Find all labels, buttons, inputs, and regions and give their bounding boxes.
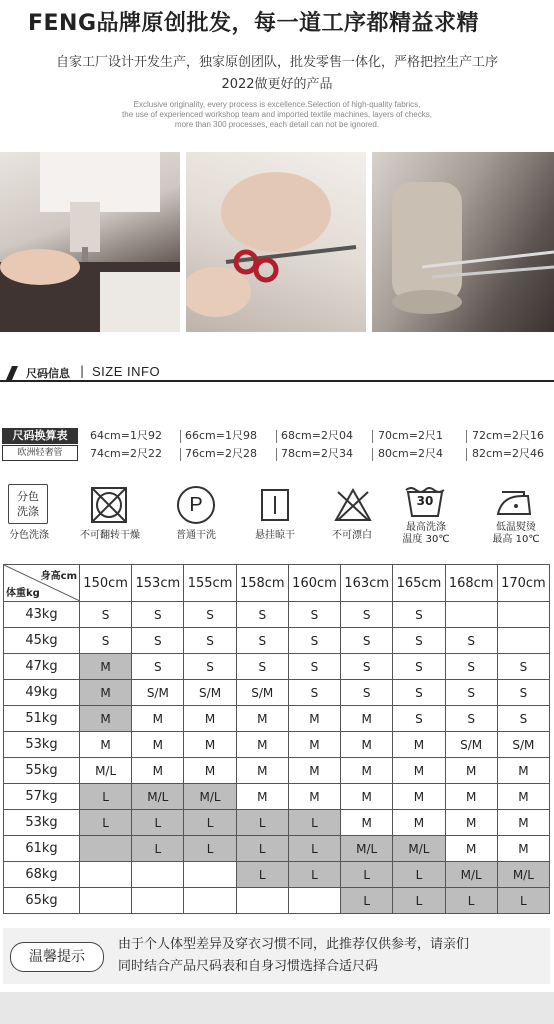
size-cell bbox=[236, 888, 288, 914]
size-cell: M bbox=[497, 836, 549, 862]
size-cell: S bbox=[393, 680, 445, 706]
conversion-divider bbox=[372, 430, 373, 443]
table-row bbox=[4, 654, 550, 680]
size-cell: S bbox=[80, 602, 132, 628]
conversion-divider bbox=[372, 448, 373, 461]
size-cell: L bbox=[288, 836, 340, 862]
size-cell: M bbox=[445, 810, 497, 836]
size-cell: S bbox=[236, 654, 288, 680]
size-cell: M bbox=[236, 732, 288, 758]
tip-line-2: 同时结合产品尺码表和自身习惯选择合适尺码 bbox=[118, 959, 379, 974]
size-cell: M/L bbox=[80, 758, 132, 784]
size-cell: S bbox=[236, 628, 288, 654]
size-cell: S/M bbox=[445, 732, 497, 758]
size-cell: L bbox=[393, 888, 445, 914]
size-cell: M bbox=[497, 810, 549, 836]
size-cell bbox=[80, 836, 132, 862]
conversion-cell: 74cm=2尺22 bbox=[90, 447, 162, 460]
conversion-cell: 78cm=2尺34 bbox=[281, 447, 353, 460]
size-cell bbox=[184, 862, 236, 888]
size-cell: S bbox=[393, 628, 445, 654]
conversion-divider bbox=[466, 448, 467, 461]
care-label: 不可翻转干燥 bbox=[80, 530, 140, 541]
conversion-title: 尺码换算表 bbox=[2, 428, 78, 444]
size-cell: M/L bbox=[445, 862, 497, 888]
size-cell bbox=[132, 888, 184, 914]
conversion-divider bbox=[180, 448, 181, 461]
size-cell: S bbox=[132, 602, 184, 628]
size-cell: S bbox=[341, 654, 393, 680]
size-cell: M bbox=[184, 706, 236, 732]
size-cell: M/L bbox=[341, 836, 393, 862]
weight-cell: 57kg bbox=[4, 784, 80, 810]
care-label: 普通干洗 bbox=[176, 530, 216, 541]
size-cell: L bbox=[341, 862, 393, 888]
section-title-en: SIZE INFO bbox=[92, 364, 161, 379]
thread-spool-photo bbox=[372, 152, 554, 332]
weight-cell: 68kg bbox=[4, 862, 80, 888]
size-cell: S bbox=[341, 628, 393, 654]
size-cell: S/M bbox=[184, 680, 236, 706]
conversion-divider bbox=[466, 430, 467, 443]
size-cell: M bbox=[236, 706, 288, 732]
conversion-divider bbox=[276, 430, 277, 443]
size-cell bbox=[497, 628, 549, 654]
english-line-1: Exclusive originality, every process is excellence.Selection of high-quality fabrics, bbox=[133, 100, 421, 109]
care-label: 低温熨烫 最高 10℃ bbox=[492, 522, 540, 545]
weight-cell: 47kg bbox=[4, 654, 80, 680]
size-cell: S bbox=[184, 654, 236, 680]
size-cell: M bbox=[445, 836, 497, 862]
size-cell: S bbox=[132, 628, 184, 654]
size-cell: S bbox=[341, 680, 393, 706]
size-cell: S bbox=[236, 602, 288, 628]
size-cell: M bbox=[132, 706, 184, 732]
size-cell: S bbox=[445, 680, 497, 706]
scissors-illustration bbox=[186, 152, 366, 332]
size-cell: S bbox=[132, 654, 184, 680]
size-cell: S bbox=[393, 654, 445, 680]
size-cell: S bbox=[288, 654, 340, 680]
size-cell: S bbox=[80, 628, 132, 654]
size-cell: M bbox=[236, 758, 288, 784]
size-cell: M bbox=[80, 680, 132, 706]
thread-spool-illustration bbox=[372, 152, 554, 332]
table-row bbox=[4, 602, 550, 628]
size-cell bbox=[445, 602, 497, 628]
section-title-zh: 尺码信息 bbox=[26, 367, 70, 380]
size-cell: M bbox=[236, 784, 288, 810]
size-cell: S bbox=[393, 706, 445, 732]
size-cell: M bbox=[341, 810, 393, 836]
size-cell: M bbox=[341, 758, 393, 784]
size-cell: M bbox=[393, 810, 445, 836]
size-cell: S bbox=[341, 602, 393, 628]
size-cell: M bbox=[393, 758, 445, 784]
weight-cell: 43kg bbox=[4, 602, 80, 628]
size-cell: M bbox=[132, 758, 184, 784]
size-cell: L bbox=[236, 862, 288, 888]
size-cell: M bbox=[341, 784, 393, 810]
size-cell: S bbox=[288, 602, 340, 628]
height-header: 163cm bbox=[341, 565, 393, 602]
size-cell: L bbox=[288, 862, 340, 888]
size-cell: L bbox=[80, 784, 132, 810]
size-cell: S bbox=[497, 680, 549, 706]
weight-cell: 53kg bbox=[4, 810, 80, 836]
dry-clean-p-icon: P bbox=[177, 486, 215, 524]
height-header: 158cm bbox=[236, 565, 288, 602]
header-english-text bbox=[0, 100, 554, 130]
size-cell: L bbox=[184, 836, 236, 862]
size-cell: S bbox=[184, 628, 236, 654]
conversion-cell: 82cm=2尺46 bbox=[472, 447, 544, 460]
size-cell: S bbox=[445, 706, 497, 732]
conversion-cell: 76cm=2尺28 bbox=[185, 447, 257, 460]
weight-axis-label: 体重kg bbox=[6, 588, 40, 599]
height-header: 168cm bbox=[445, 565, 497, 602]
height-header: 170cm bbox=[497, 565, 549, 602]
section-slash-icon bbox=[6, 366, 18, 380]
size-cell: L bbox=[393, 862, 445, 888]
size-cell: L bbox=[132, 810, 184, 836]
height-header: 150cm bbox=[80, 565, 132, 602]
size-cell: S/M bbox=[132, 680, 184, 706]
table-row bbox=[4, 888, 550, 914]
size-cell: M bbox=[80, 706, 132, 732]
no-tumble-dry-icon bbox=[90, 486, 128, 524]
table-row bbox=[4, 628, 550, 654]
size-cell: M bbox=[80, 732, 132, 758]
size-cell: M bbox=[288, 732, 340, 758]
size-cell: S bbox=[497, 654, 549, 680]
sewing-machine-illustration bbox=[0, 152, 180, 332]
size-cell: M bbox=[132, 732, 184, 758]
conversion-subtitle: 欧洲轻奢管 bbox=[2, 445, 78, 461]
size-cell: M/L bbox=[497, 862, 549, 888]
size-cell: L bbox=[80, 810, 132, 836]
english-line-3: more than 300 processes, each detail can not be ignored. bbox=[174, 120, 380, 129]
size-cell: M/L bbox=[184, 784, 236, 810]
subtitle-line-2: 2022做更好的产品 bbox=[221, 77, 333, 92]
table-row bbox=[4, 862, 550, 888]
page-title: FENG品牌原创批发，每一道工序都精益求精 bbox=[28, 11, 480, 36]
tip-text bbox=[118, 934, 546, 978]
size-cell: M bbox=[445, 784, 497, 810]
table-row bbox=[4, 706, 550, 732]
conversion-divider bbox=[276, 448, 277, 461]
tip-button[interactable]: 温馨提示 bbox=[10, 942, 104, 972]
height-header: 165cm bbox=[393, 565, 445, 602]
size-cell: L bbox=[445, 888, 497, 914]
size-cell: L bbox=[288, 810, 340, 836]
table-row bbox=[4, 784, 550, 810]
care-label: 最高洗涤 温度 30℃ bbox=[402, 522, 450, 545]
size-cell: S bbox=[445, 628, 497, 654]
size-table-body bbox=[4, 602, 550, 914]
size-cell bbox=[80, 888, 132, 914]
size-cell: M/L bbox=[393, 836, 445, 862]
scissors-cutting-photo bbox=[186, 152, 366, 332]
conversion-cell: 66cm=1尺98 bbox=[185, 429, 257, 442]
size-cell: S bbox=[184, 602, 236, 628]
height-axis-label: 身高cm bbox=[40, 571, 77, 582]
conversion-cell: 70cm=2尺1 bbox=[378, 429, 443, 442]
size-cell: M bbox=[80, 654, 132, 680]
size-cell: M bbox=[497, 784, 549, 810]
size-cell: M bbox=[341, 732, 393, 758]
no-bleach-icon bbox=[334, 488, 372, 522]
size-cell: M bbox=[445, 758, 497, 784]
size-table-grid bbox=[3, 564, 550, 914]
wash-30-icon: 30 bbox=[416, 494, 434, 508]
low-iron-icon bbox=[494, 488, 534, 518]
english-line-2: the use of experienced workshop team and imported textile machines, layers of checks, bbox=[122, 110, 432, 119]
section-divider bbox=[0, 380, 554, 382]
weight-cell: 61kg bbox=[4, 836, 80, 862]
size-cell: L bbox=[497, 888, 549, 914]
size-cell: M bbox=[341, 706, 393, 732]
size-cell: M bbox=[393, 732, 445, 758]
table-corner-cell bbox=[4, 565, 80, 602]
care-label: 悬挂晾干 bbox=[255, 530, 295, 541]
hand-wash-separate-icon: 分色 洗涤 bbox=[8, 484, 48, 524]
conversion-cell: 80cm=2尺4 bbox=[378, 447, 443, 460]
table-header-row bbox=[4, 565, 550, 602]
subtitle-line-1: 自家工厂设计开发生产，独家原创团队，批发零售一体化，严格把控生产工序 bbox=[55, 55, 498, 70]
weight-cell: 51kg bbox=[4, 706, 80, 732]
conversion-cell: 68cm=2尺04 bbox=[281, 429, 353, 442]
size-cell: M bbox=[184, 732, 236, 758]
size-cell: M bbox=[288, 784, 340, 810]
size-cell: S bbox=[393, 602, 445, 628]
size-cell: L bbox=[341, 888, 393, 914]
care-label: 不可漂白 bbox=[332, 530, 372, 541]
header-subtitle bbox=[0, 52, 554, 96]
bottom-strip bbox=[0, 992, 554, 1024]
section-separator: | bbox=[80, 364, 85, 378]
weight-cell: 49kg bbox=[4, 680, 80, 706]
table-row bbox=[4, 810, 550, 836]
size-cell: M/L bbox=[132, 784, 184, 810]
size-cell: S bbox=[288, 628, 340, 654]
size-cell: S bbox=[445, 654, 497, 680]
size-cell: M bbox=[288, 706, 340, 732]
size-cell: M bbox=[288, 758, 340, 784]
weight-cell: 55kg bbox=[4, 758, 80, 784]
height-header: 155cm bbox=[184, 565, 236, 602]
table-row bbox=[4, 836, 550, 862]
table-row bbox=[4, 758, 550, 784]
size-cell: M bbox=[497, 758, 549, 784]
size-cell: S/M bbox=[236, 680, 288, 706]
height-header: 160cm bbox=[288, 565, 340, 602]
size-cell: L bbox=[132, 836, 184, 862]
weight-cell: 45kg bbox=[4, 628, 80, 654]
weight-cell: 53kg bbox=[4, 732, 80, 758]
size-cell bbox=[132, 862, 184, 888]
size-cell: S/M bbox=[497, 732, 549, 758]
size-cell bbox=[80, 862, 132, 888]
size-cell: S bbox=[288, 680, 340, 706]
size-cell bbox=[184, 888, 236, 914]
size-cell: L bbox=[236, 810, 288, 836]
size-cell: S bbox=[497, 706, 549, 732]
care-label: 分色洗涤 bbox=[9, 530, 49, 541]
size-table bbox=[3, 564, 550, 914]
size-cell: M bbox=[184, 758, 236, 784]
table-row bbox=[4, 680, 550, 706]
conversion-cell: 64cm=1尺92 bbox=[90, 429, 162, 442]
height-header: 153cm bbox=[132, 565, 184, 602]
size-cell: M bbox=[393, 784, 445, 810]
size-cell: L bbox=[236, 836, 288, 862]
conversion-divider bbox=[180, 430, 181, 443]
size-cell: L bbox=[184, 810, 236, 836]
conversion-cell: 72cm=2尺16 bbox=[472, 429, 544, 442]
hang-dry-icon bbox=[260, 488, 290, 522]
tip-line-1: 由于个人体型差异及穿衣习惯不同，此推荐仅供参考，请亲们 bbox=[118, 937, 470, 952]
size-cell bbox=[497, 602, 549, 628]
sewing-machine-photo bbox=[0, 152, 180, 332]
table-row bbox=[4, 732, 550, 758]
size-cell bbox=[288, 888, 340, 914]
weight-cell: 65kg bbox=[4, 888, 80, 914]
